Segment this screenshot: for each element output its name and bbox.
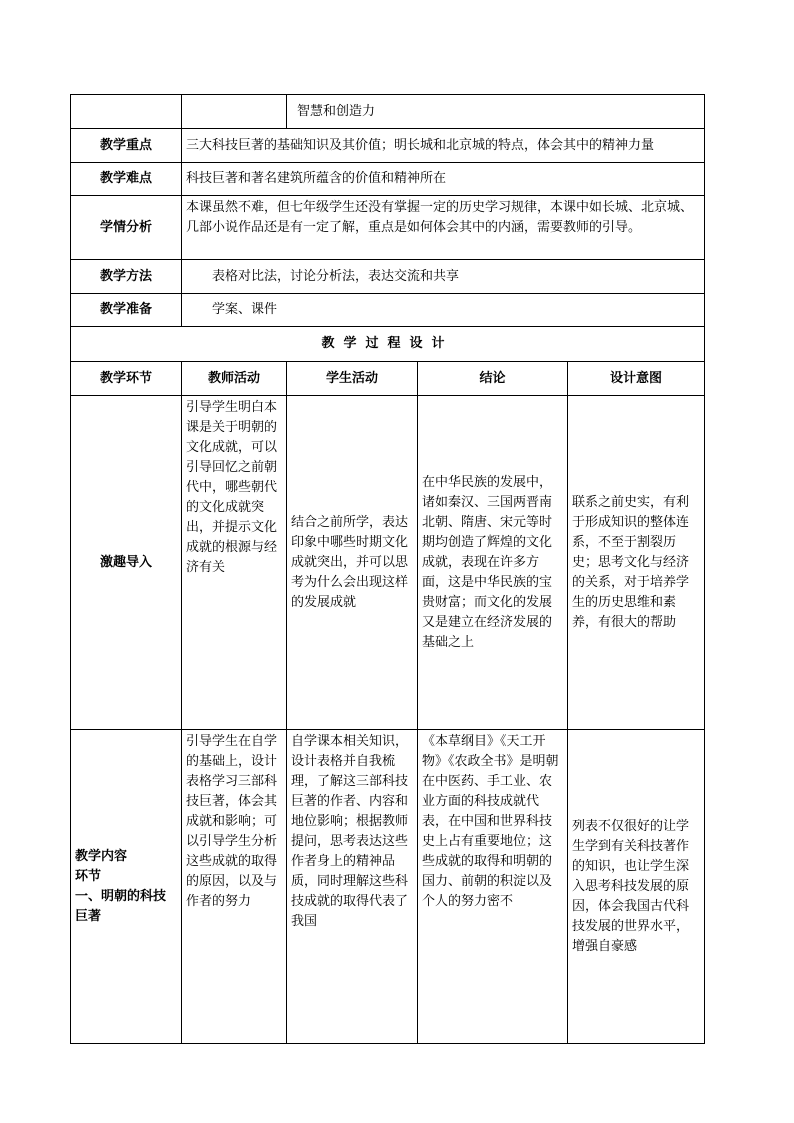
process-teacher: 引导学生在自学的基础上，设计表格学习三部科技巨著，体会其成就和影响；可以引导学生分析这些成就的取得的原因，以及与作者的努力 (182, 730, 287, 1044)
header-intent: 设计意图 (568, 362, 705, 396)
info-row-methods (71, 260, 705, 294)
process-conclusion: 《本草纲目》《天工开物》《农政全书》是明朝在中医药、手工业、农业方面的科技成就代表，在中国和世界科技史上占有重要地位；这些成就的取得和明朝的国力、前朝的积淀以及个人的努力密不 (418, 730, 568, 1044)
section-title: 教学过程设计 (71, 327, 705, 362)
top-row-label-cell (71, 95, 182, 129)
info-content: 表格对比法，讨论分析法，表达交流和共享 (182, 260, 705, 294)
info-label: 教学难点 (71, 163, 182, 196)
process-student: 自学课本相关知识，设计表格并自我梳理，了解这三部科技巨著的作者、内容和地位影响；根据教师提问，思考表达这些作者身上的精神品质，同时理解这些科技成就的取得代表了我国 (287, 730, 418, 1044)
process-conclusion: 在中华民族的发展中，诸如秦汉、三国两晋南北朝、隋唐、宋元等时期均创造了辉煌的文化成就，表现在许多方面，这是中华民族的宝贵财富；而文化的发展又是建立在经济发展的基础之上 (418, 396, 568, 730)
info-label: 教学准备 (71, 294, 182, 327)
top-row-blank-cell (182, 95, 287, 129)
info-row-difficulties (71, 163, 705, 196)
process-teacher: 引导学生明白本课是关于明朝的文化成就，可以引导回忆之前朝代中，哪些朝代的文化成就突出，并提示文化成就的根源与经济有关 (182, 396, 287, 730)
top-row (71, 95, 705, 129)
info-label: 学情分析 (71, 196, 182, 260)
process-header-row (71, 362, 705, 396)
info-content: 学案、课件 (182, 294, 705, 327)
info-content: 科技巨著和著名建筑所蕴含的价值和精神所在 (182, 163, 705, 196)
header-conclusion: 结论 (418, 362, 568, 396)
info-label: 教学重点 (71, 129, 182, 163)
info-row-key-points (71, 129, 705, 163)
header-stage: 教学环节 (71, 362, 182, 396)
process-stage: 教学内容 环节 一、明朝的科技巨著 (71, 730, 182, 1044)
header-student: 学生活动 (287, 362, 418, 396)
process-row-science-works (71, 730, 705, 1044)
info-content: 三大科技巨著的基础知识及其价值；明长城和北京城的特点，体会其中的精神力量 (182, 129, 705, 163)
section-title-row (71, 327, 705, 362)
process-intent: 联系之前史实，有利于形成知识的整体连系，不至于割裂历史；思考文化与经济的关系，对于培养学生的历史思维和素养，有很大的帮助 (568, 396, 705, 730)
info-row-preparation (71, 294, 705, 327)
process-stage: 激趣导入 (71, 396, 182, 730)
lesson-plan-table (70, 94, 705, 1044)
process-row-intro (71, 396, 705, 730)
info-content: 本课虽然不难，但七年级学生还没有掌握一定的历史学习规律，本课中如长城、北京城、几部小说作品还是有一定了解，重点是如何体会其中的内涵，需要教师的引导。 (182, 196, 705, 260)
header-teacher: 教师活动 (182, 362, 287, 396)
info-label: 教学方法 (71, 260, 182, 294)
process-student: 结合之前所学，表达印象中哪些时期文化成就突出，并可以思考为什么会出现这样的发展成就 (287, 396, 418, 730)
top-row-content: 智慧和创造力 (287, 95, 705, 129)
info-row-student-analysis (71, 196, 705, 260)
process-intent: 列表不仅很好的让学生学到有关科技著作的知识，也让学生深入思考科技发展的原因，体会我国古代科技发展的世界水平，增强自豪感 (568, 730, 705, 1044)
